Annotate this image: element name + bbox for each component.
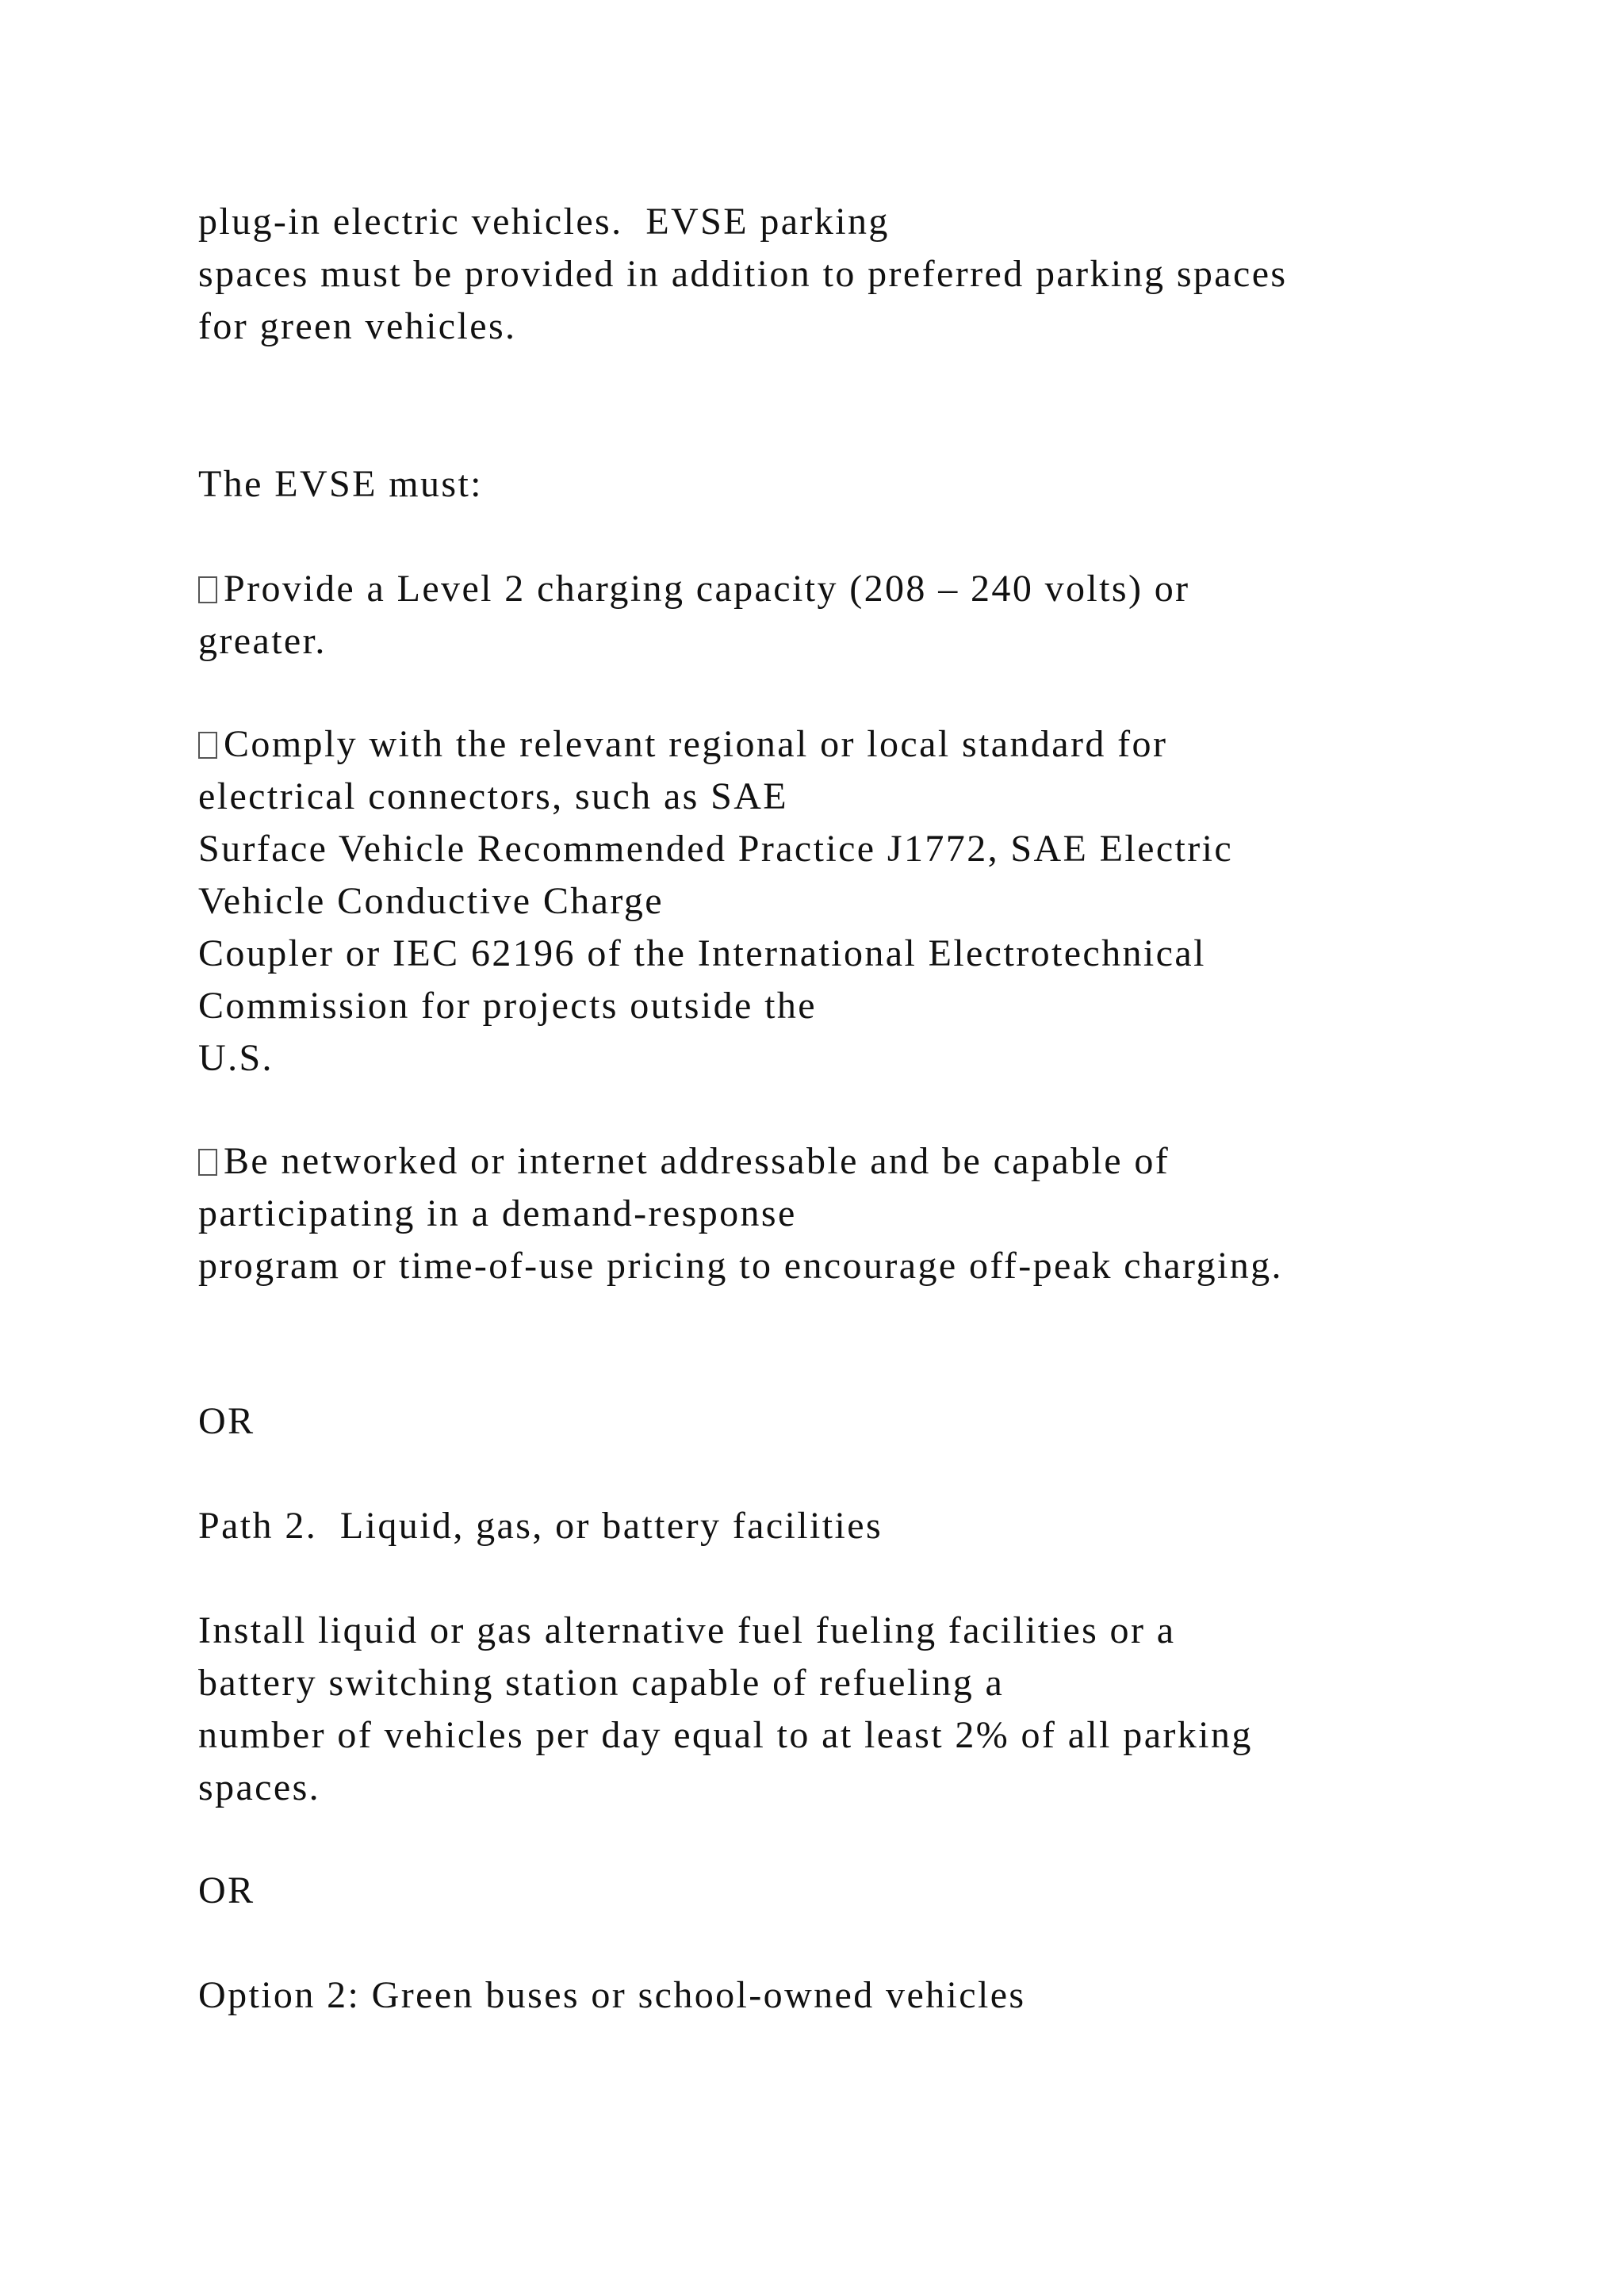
bullet-text-line-7: U.S. [198,1037,274,1079]
bullet-text-line-5: Coupler or IEC 62196 of the International Electrotechnical [198,932,1206,974]
or-separator-1: OR [198,1400,255,1442]
path-2-body-line-4: spaces. [198,1766,321,1808]
bullet-item-networked [198,1135,1170,1188]
path-2-body-line-3: number of vehicles per day equal to at least 2% of all parking [198,1714,1253,1756]
evse-must-heading: The EVSE must: [198,463,483,505]
path-2-heading: Path 2. Liquid, gas, or battery facilities [198,1505,883,1547]
bullet-text-line-1: Provide a Level 2 charging capacity (208 – 240 volts) or [224,568,1190,610]
paragraph-evse-parking-line-2: spaces must be provided in addition to preferred parking spaces [198,253,1288,295]
bullet-box-icon [198,576,217,603]
bullet-item-connectors [198,718,1167,771]
bullet-item-charging-capacity [198,563,1190,615]
bullet-text-line-2: participating in a demand-response [198,1192,797,1234]
bullet-text-line-2: electrical connectors, such as SAE [198,775,789,817]
bullet-text-line-2: greater. [198,620,327,662]
paragraph-evse-parking-line-3: for green vehicles. [198,305,517,347]
path-2-body-line-1: Install liquid or gas alternative fuel fueling facilities or a [198,1609,1176,1651]
bullet-text-line-1: Be networked or internet addressable and be capable of [224,1140,1170,1182]
bullet-text-line-3: Surface Vehicle Recommended Practice J1772, SAE Electric [198,828,1234,870]
bullet-text-line-4: Vehicle Conductive Charge [198,880,664,922]
option-2-heading: Option 2: Green buses or school-owned vehicles [198,1974,1026,2016]
bullet-box-icon [198,732,217,759]
bullet-box-icon [198,1149,217,1176]
bullet-text-line-1: Comply with the relevant regional or local standard for [224,723,1168,765]
or-separator-2: OR [198,1869,255,1911]
path-2-body-line-2: battery switching station capable of refueling a [198,1662,1005,1704]
bullet-text-line-3: program or time-of-use pricing to encourage off-peak charging. [198,1245,1283,1287]
bullet-text-line-6: Commission for projects outside the [198,985,817,1027]
paragraph-evse-parking-line-1: plug-in electric vehicles. EVSE parking [198,201,890,243]
